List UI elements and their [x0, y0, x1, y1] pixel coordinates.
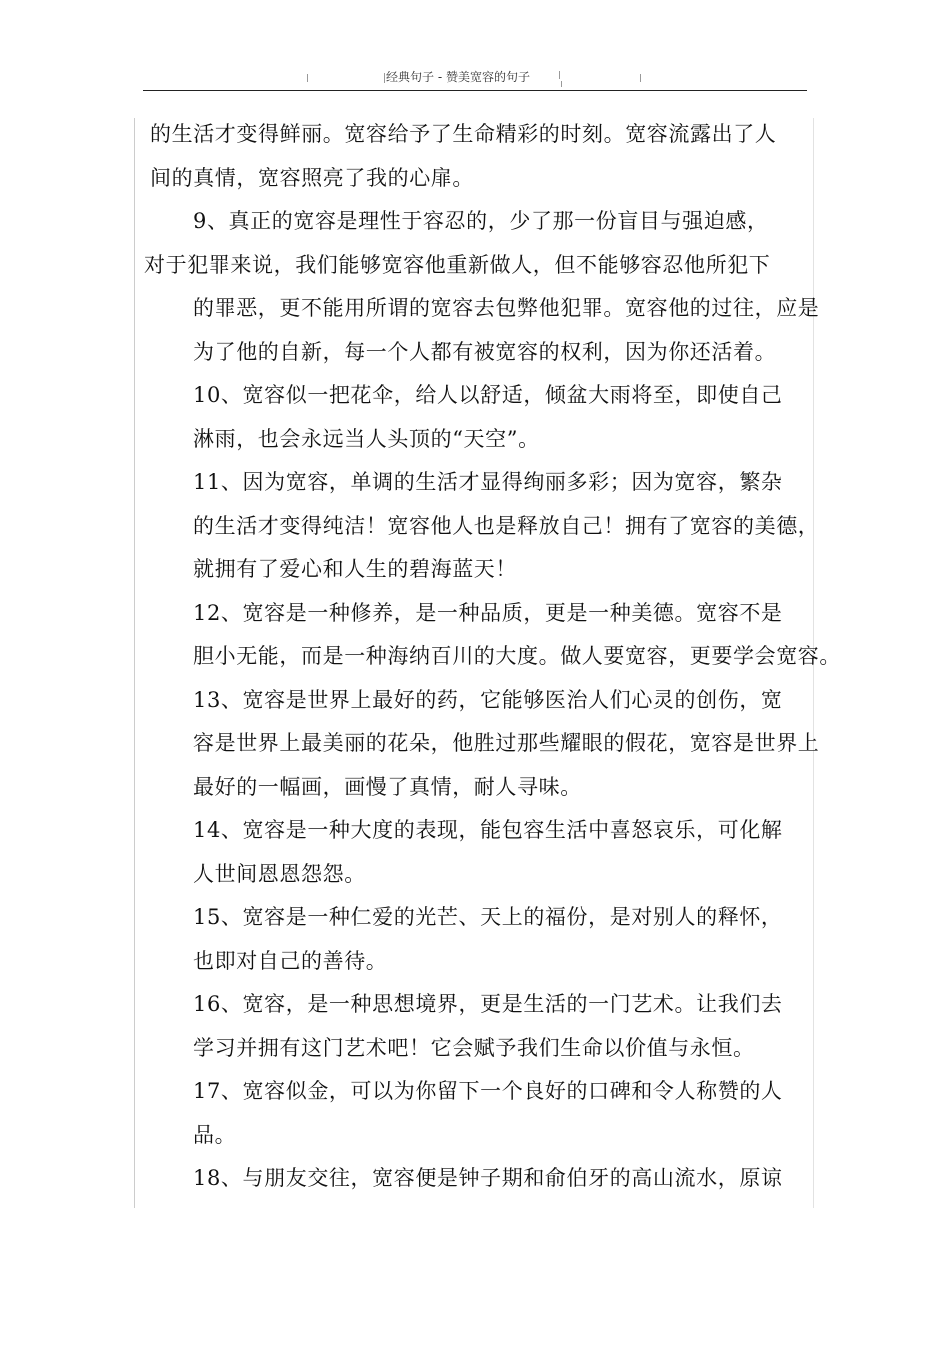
text-line: 的生活才变得鲜丽。宽容给予了生命精彩的时刻。宽容流露出了人 [150, 122, 777, 146]
text-line: 人世间恩恩怨怨。 [193, 861, 366, 886]
header-tick-title-left [384, 73, 385, 83]
text-line: 对于犯罪来说，我们能够宽容他重新做人，但不能够容忍他所犯下 [144, 252, 771, 277]
text-line: 容是世界上最美丽的花朵，他胜过那些耀眼的假花，宽容是世界上 [193, 731, 820, 755]
paragraph-item-13 [150, 679, 820, 810]
text-line: 最好的一幅画，画慢了真情，耐人寻味。 [193, 774, 582, 799]
document-body [144, 113, 841, 1201]
text-line: 也即对自己的善待。 [193, 948, 388, 973]
text-line: 为了他的自新，每一个人都有被宽容的权利，因为你还活着。 [193, 339, 777, 364]
paragraph-item-16 [150, 983, 783, 1070]
text-line: 12、宽容是一种修养，是一种品质，更是一种美德。宽容不是 [193, 600, 783, 625]
paragraph-item-14 [150, 809, 783, 896]
text-line: 淋雨，也会永远当人头顶的“天空”。 [193, 426, 540, 451]
paragraph-continuation [150, 113, 777, 200]
paragraph-item-11 [150, 461, 820, 592]
header-divider [143, 90, 807, 91]
paragraph-item-15 [150, 896, 783, 983]
paragraph-item-12 [150, 592, 841, 679]
text-line: 17、宽容似金，可以为你留下一个良好的口碑和令人称赞的人 [193, 1079, 783, 1103]
header-tick-title-right-2 [561, 81, 562, 87]
text-line: 15、宽容是一种仁爱的光芒、天上的福份，是对别人的释怀， [193, 905, 783, 929]
text-line: 13、宽容是世界上最好的药，它能够医治人们心灵的创伤，宽 [193, 687, 783, 712]
text-line: 10、宽容似一把花伞，给人以舒适，倾盆大雨将至，即使自己 [193, 383, 783, 407]
text-line: 学习并拥有这门艺术吧！它会赋予我们生命以价值与永恒。 [193, 1035, 755, 1060]
left-margin-line [134, 118, 135, 1208]
header-tick-title-right [559, 71, 560, 79]
text-line: 11、因为宽容，单调的生活才显得绚丽多彩；因为宽容，繁杂 [193, 470, 783, 494]
paragraph-item-10 [150, 374, 783, 461]
text-line: 9、真正的宽容是理性于容忍的，少了那一份盲目与强迫感， [193, 209, 769, 233]
text-line: 的罪恶，更不能用所谓的宽容去包弊他犯罪。宽容他的过往，应是 [193, 296, 820, 320]
text-line: 14、宽容是一种大度的表现，能包容生活中喜怒哀乐，可化解 [193, 818, 783, 842]
text-line: 品。 [193, 1122, 237, 1147]
text-line: 就拥有了爱心和人生的碧海蓝天！ [193, 557, 517, 581]
text-line: 的生活才变得纯洁！宽容他人也是释放自己！拥有了宽容的美德， [193, 513, 820, 538]
text-line: 胆小无能，而是一种海纳百川的大度。做人要宽容，更要学会宽容。 [193, 644, 841, 668]
text-line: 18、与朋友交往，宽容便是钟子期和俞伯牙的高山流水，原谅 [193, 1166, 783, 1190]
header-tick-right [640, 74, 641, 82]
paragraph-item-18 [150, 1157, 783, 1201]
paragraph-item-9 [144, 200, 820, 374]
header-title: 经典句子 - 赞美宽容的句子 [386, 70, 530, 84]
paragraph-item-17 [150, 1070, 783, 1157]
text-line: 间的真情，宽容照亮了我的心扉。 [150, 165, 474, 190]
text-line: 16、宽容，是一种思想境界，更是生活的一门艺术。让我们去 [193, 992, 783, 1016]
header-tick-left [307, 74, 308, 82]
